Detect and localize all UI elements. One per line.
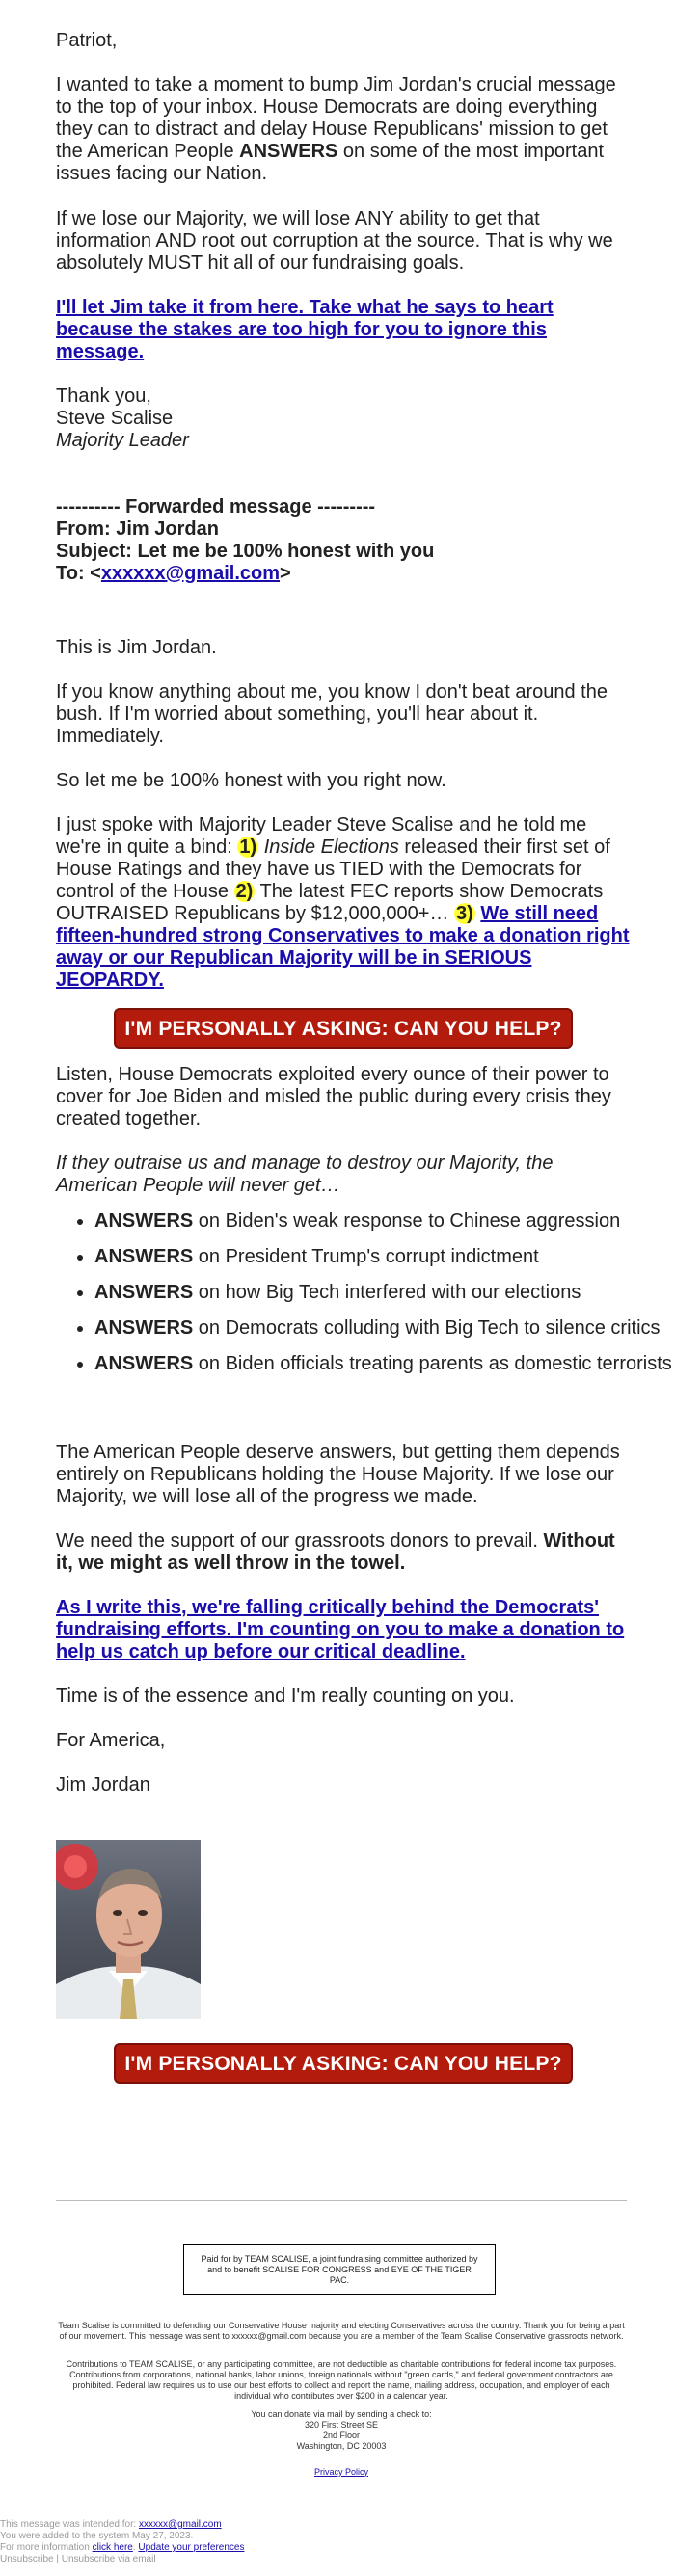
jim-jordan-photo (56, 1840, 201, 2019)
forward-to: To: <xxxxxx@gmail.com> (56, 563, 291, 584)
portrait-image (56, 1840, 201, 2019)
letter-paragraph-7: The American People deserve answers, but getting them depends entirely on Republicans holding the House Majority. If we lose our Majority, we will lose all of the progress we made. (56, 1442, 620, 1507)
answers-list-item: • ANSWERS on Biden officials treating parents as domestic terrorists (94, 1353, 673, 1375)
forward-divider: ---------- Forwarded message --------- (56, 496, 376, 518)
footer-disclaimer: Contributions to TEAM SCALISE, or any participating committee, are not deductible as charitable contributions for federal income tax purposes. Contributions from corporations, national banks, labor unions, foreign nationals without "green cards," and federal government contractors are prohibited. Federal law requires us to use our best efforts to collect and report the name, mailing address, occupation, and employer of each individual who contributes over $200 in a calendar year. (66, 2359, 617, 2401)
number-badge-3: 3) (456, 903, 473, 924)
paid-for-box: Paid for by TEAM SCALISE, a joint fundraising committee authorized by and to benefit SCALISE FOR CONGRESS and EYE OF THE TIGER PAC. (183, 2244, 496, 2295)
forward-from: From: Jim Jordan (56, 518, 219, 540)
letter-paragraph-5: Listen, House Democrats exploited every ounce of their power to cover for Joe Biden and misled the public during every crisis they created together. (56, 1064, 611, 1129)
cta-button-bottom[interactable]: I'M PERSONALLY ASKING: CAN YOU HELP? (114, 2043, 573, 2084)
signature: Jim Jordan (56, 1774, 150, 1795)
click-here-link[interactable]: click here (92, 2542, 133, 2553)
answers-list-item: • ANSWERS on how Big Tech interfered with our elections (94, 1282, 673, 1304)
answers-list-item: • ANSWERS on Democrats colluding with Big Tech to silence critics (94, 1317, 673, 1340)
intended-for-line: This message was intended for: xxxxxx@gmail.com (0, 2519, 222, 2530)
footer-address: You can donate via mail by sending a check to: 320 First Street SE 2nd Floor Washington, DC 20003 (251, 2409, 432, 2451)
intro-paragraph-2: If we lose our Majority, we will lose ANY ability to get that information AND root out corruption at the source. That is why we absolutely MUST hit all of our fundraising goals. (56, 208, 613, 274)
signer-name: Steve Scalise (56, 408, 174, 429)
forward-subject: Subject: Let me be 100% honest with you (56, 541, 435, 562)
letter-paragraph-10: Time is of the essence and I'm really counting on you. (56, 1686, 515, 1707)
letter-paragraph-6: If they outraise us and manage to destroy our Majority, the American People will never get… (56, 1153, 554, 1196)
answers-list (56, 1210, 673, 1389)
intro-paragraph-1: I wanted to take a moment to bump Jim Jordan's crucial message to the top of your inbox. House Democrats are doing everything they can to distract and delay House Republicans' mission to get the American People ANSWERS on some of the most important issues facing our Nation. (56, 74, 616, 184)
letter-paragraph-4: I just spoke with Majority Leader Steve Scalise and he told me we're in quite a bind: 1) Inside Elections released their first set of House Ratings and they have us TIED with the Democrats for control of the House 2) The latest FEC reports show Democrats OUTRAISED Republicans by $12,000,000+… 3) We still need fifteen-hundred strong Conservatives to make a donation right away or our Republican Majority will be in SERIOUS JEOPARDY. (56, 814, 630, 991)
footer-divider (56, 2200, 627, 2201)
letter-paragraph-9 (56, 1597, 634, 1663)
footer-privacy (56, 2467, 627, 2478)
cta-button-top[interactable]: I'M PERSONALLY ASKING: CAN YOU HELP? (114, 1008, 573, 1049)
footer-mission: Team Scalise is committed to defending our Conservative House majority and electing Conservatives across the country. Thank you for being a part of our movement. This message was sent to xxxxxx@gmail.com because you are a member of the Team Scalise Conservative grassroots network. (58, 2321, 625, 2341)
answers-list-item: • ANSWERS on President Trump's corrupt indictment (94, 1246, 673, 1268)
privacy-policy-link[interactable]: Privacy Policy (313, 2467, 368, 2477)
intro-link-paragraph (56, 297, 634, 363)
number-badge-1: 1) (239, 837, 257, 858)
more-info-line: For more information click here. Update your preferences (0, 2542, 245, 2553)
signer-title: Majority Leader (56, 430, 189, 451)
letter-paragraph-8: We need the support of our grassroots donors to prevail. Without it, we might as well throw in the towel. (56, 1530, 615, 1574)
catch-up-donate-link[interactable]: As I write this, we're falling critically behind the Democrats' fundraising efforts. I'm counting on you to make a donation to help us catch up before our critical deadline. (56, 1597, 625, 1662)
forward-to-email-link[interactable]: xxxxxx@gmail.com (100, 563, 281, 584)
added-line: You were added to the system May 27, 2023. (0, 2531, 194, 2541)
forwarded-header (56, 496, 634, 585)
letter-paragraph-1: This is Jim Jordan. (56, 637, 217, 658)
unsubscribe-line[interactable]: Unsubscribe | Unsubscribe via email (0, 2554, 156, 2564)
jeopardy-donate-link[interactable]: We still need fifteen-hundred strong Conservatives to make a donation right away or our Republican Majority will be in SERIOUS JEOPARDY. (56, 903, 630, 991)
letter-paragraph-3: So let me be 100% honest with you right now. (56, 770, 446, 791)
closing: For America, (56, 1730, 166, 1751)
letter-paragraph-2: If you know anything about me, you know I don't beat around the bush. If I'm worried about something, you'll hear about it. Immediately. (56, 681, 608, 747)
update-preferences-link[interactable]: Update your preferences (138, 2542, 245, 2553)
intended-email-link[interactable]: xxxxxx@gmail.com (138, 2519, 222, 2530)
greeting: Patriot, (56, 30, 118, 51)
intro-donate-link[interactable]: I'll let Jim take it from here. Take what he says to heart because the stakes are too high for you to ignore this message. (56, 297, 554, 362)
number-badge-2: 2) (235, 881, 254, 902)
signoff: Thank you, (56, 385, 151, 407)
answers-list-item: • ANSWERS on Biden's weak response to Chinese aggression (94, 1210, 673, 1233)
